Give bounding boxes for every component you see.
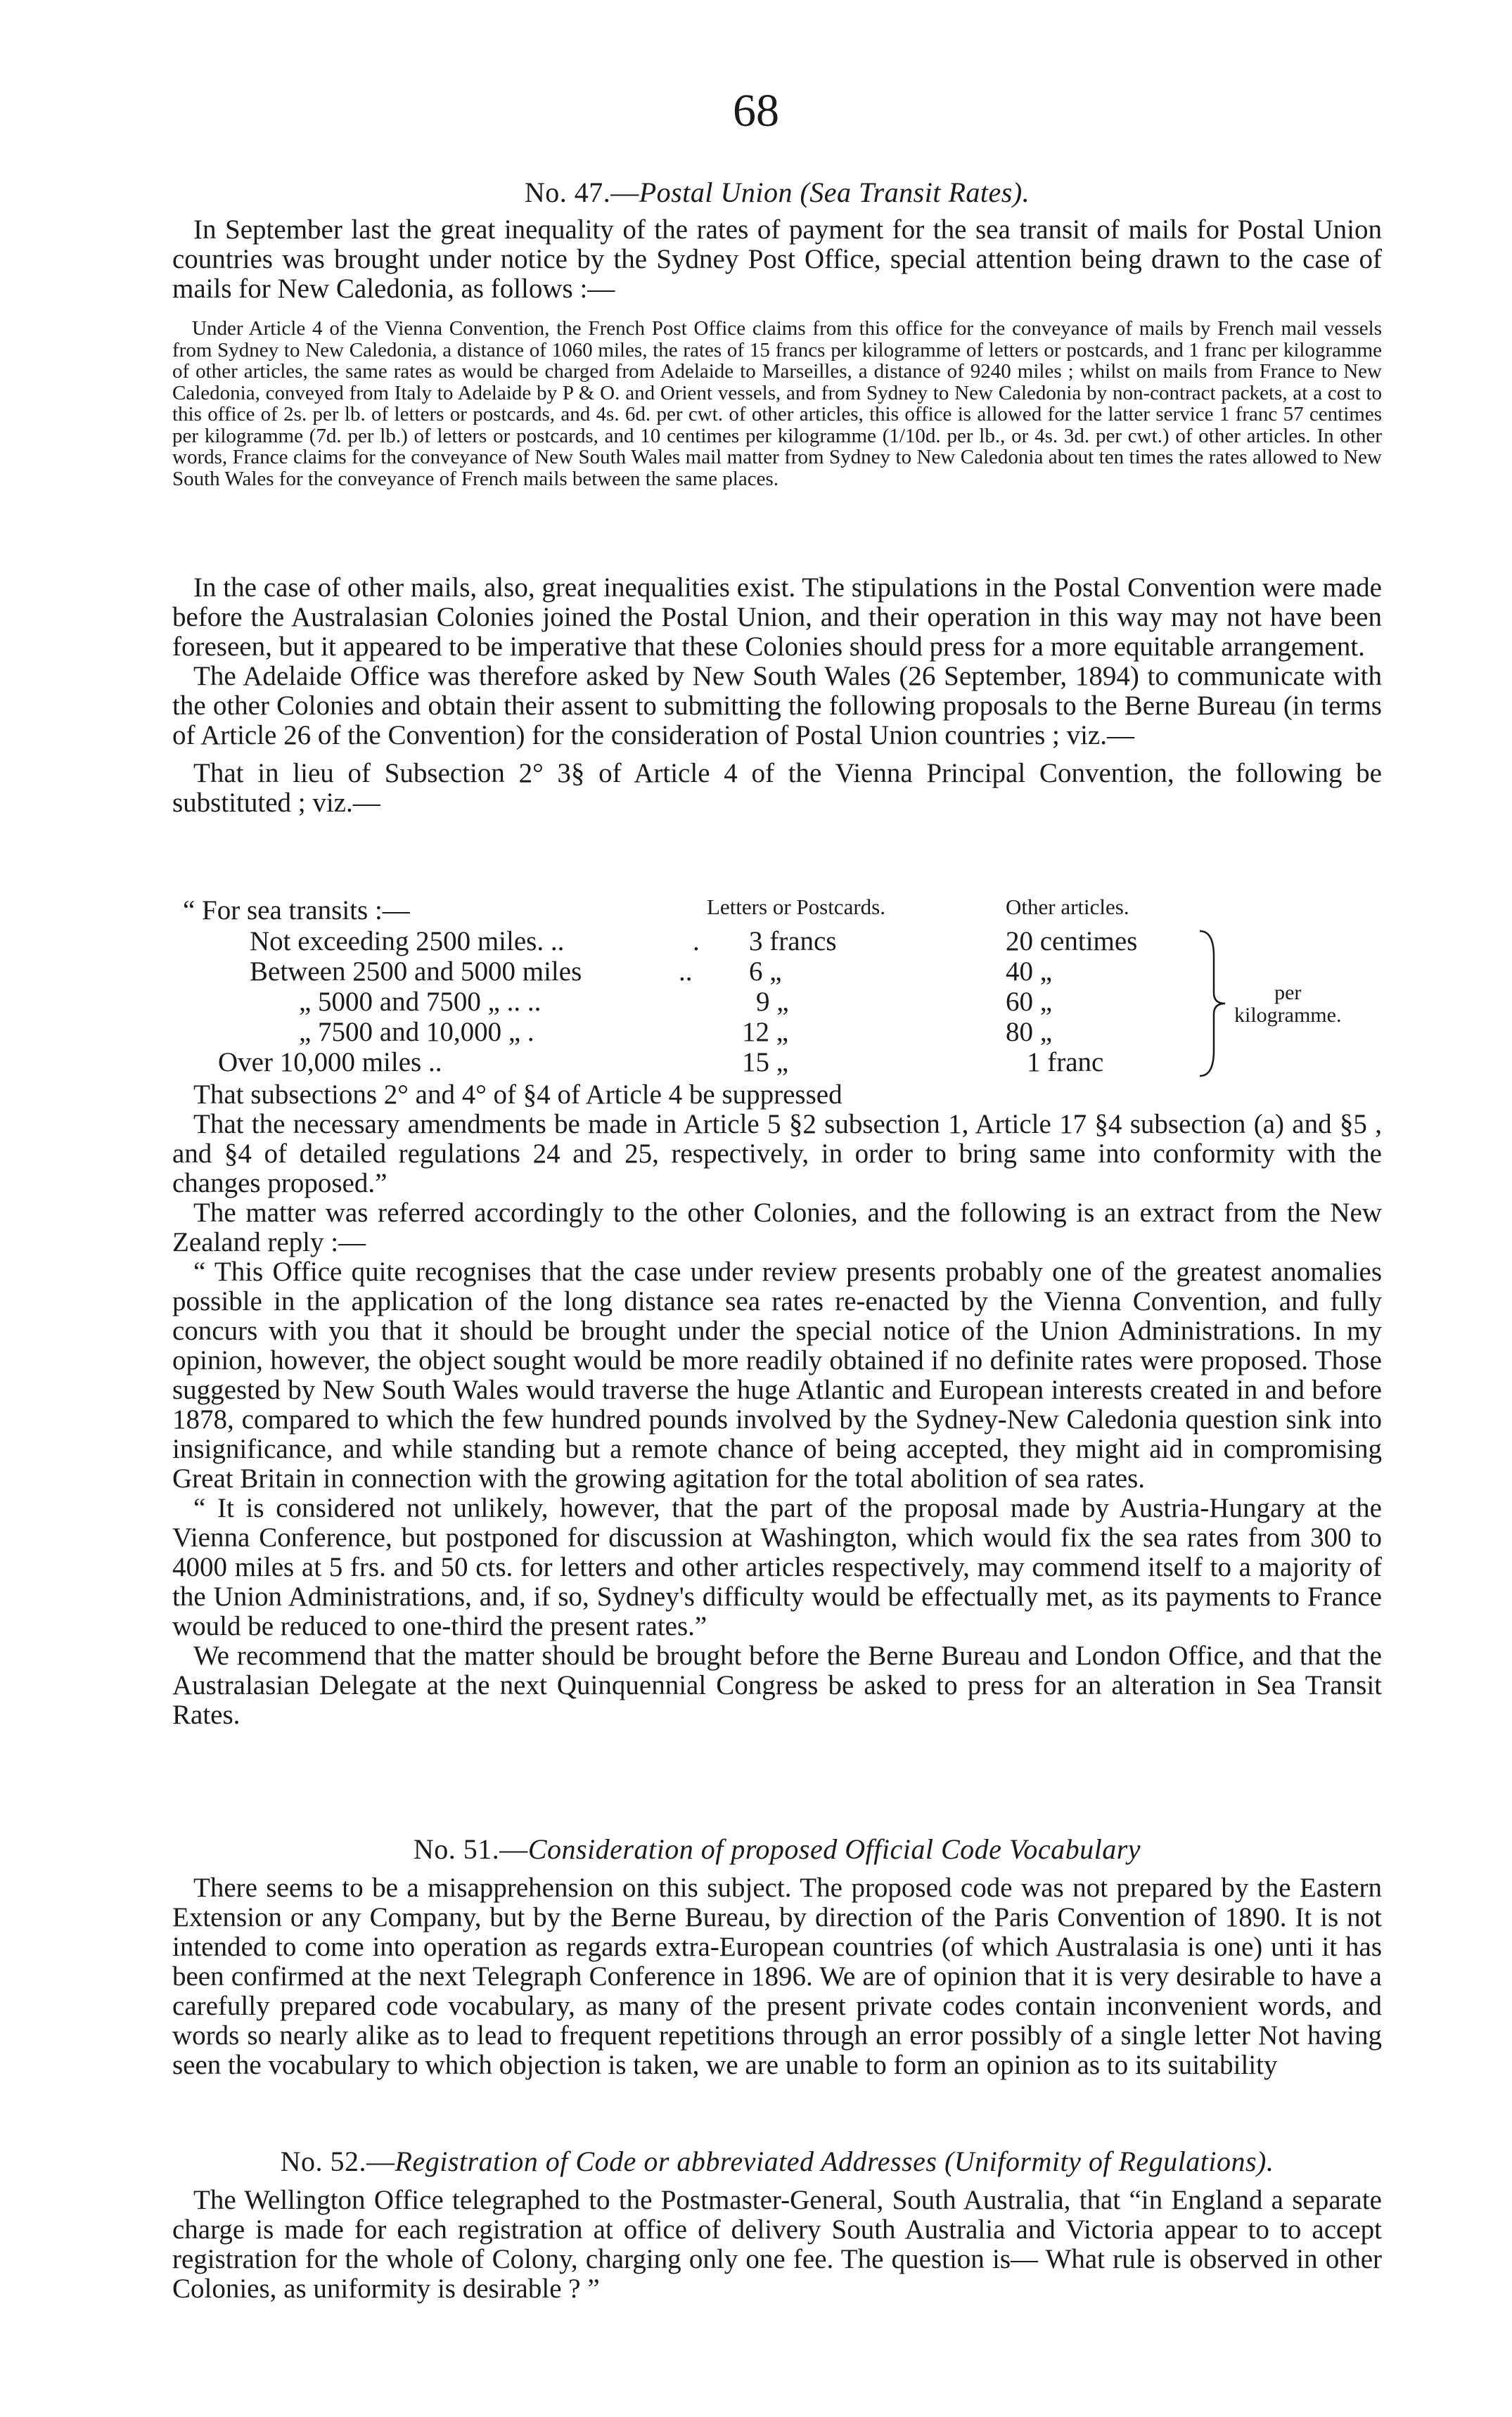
paragraph: In September last the great inequality of the rates of payment for the sea transit of mails for Postal Union countries was brought under notice by the Sydney Post Office, special attention being drawn to the case of mails for New Caledonia, as follows :—: [172, 214, 1382, 304]
section-47-continued: [172, 1080, 1382, 1730]
rate-row-label: „ 5000 and 7500 „ .. ..: [299, 987, 542, 1017]
column-header-other: Other articles.: [1006, 895, 1129, 919]
paragraph: In the case of other mails, also, great inequalities exist. The stipulations in the Postal Convention were made before the Australasian Colonies joined the Postal Union, and their operation in this way may not have been foreseen, but it appeared to be imperative that these Colonies should press for a more equitable arrangement.: [172, 572, 1382, 662]
section-51-title: Consideration of proposed Official Code Vocabulary: [527, 1833, 1141, 1865]
column-header-letters: Letters or Postcards.: [707, 895, 885, 919]
rate-row-other: 80 „: [1006, 1017, 1053, 1047]
paragraph: We recommend that the matter should be brought before the Berne Bureau and London Office, and that the Australasian Delegate at the next Quinquennial Congress be asked to press for an alteration in Sea Transit Rates.: [172, 1641, 1382, 1730]
kilogramme-label: kilogramme.: [1234, 1004, 1342, 1027]
section-51-body: [172, 1873, 1382, 2080]
paragraph: There seems to be a misapprehension on this subject. The proposed code was not prepared by the Eastern Extension or any Company, but by the Berne Bureau, by direction of the Paris Convention of 1890. It is not intended to come into operation as regards extra-European countries (of which Australasia is one) unti it has been confirmed at the next Telegraph Conference in 1896. We are of opinion that it is very desirable to have a carefully prepared code vocabulary, as many of the present private codes contain inconvenient words, and words so nearly alike as to lead to frequent repetitions through an error possibly of a single letter Not having seen the vocabulary to which objection is taken, we are unable to form an opinion as to its suitability: [172, 1873, 1382, 2080]
rates-intro: “ For sea transits :—: [183, 895, 410, 925]
sea-transit-rates-table: [172, 895, 1382, 1079]
section-47-quoted-note: [172, 318, 1382, 489]
rate-row-label: Not exceeding 2500 miles. ..: [250, 926, 565, 956]
paragraph: That in lieu of Subsection 2° 3§ of Article 4 of the Vienna Principal Convention, the following be substituted ; viz.—: [172, 758, 1382, 818]
paragraph: The Wellington Office telegraphed to the Postmaster-General, South Australia, that “in England a separate charge is made for each registration at office of delivery South Australia and Victoria appear to to accept registration for the whole of Colony, charging only one fee. The question is— What rule is observed in other Colonies, as uniformity is desirable ? ”: [172, 2185, 1382, 2304]
rate-row-label: Between 2500 and 5000 miles: [250, 956, 582, 987]
rate-row-other: 60 „: [1006, 987, 1053, 1017]
rate-row-letters: 9 „: [756, 987, 789, 1017]
section-52-number: No. 52.—: [280, 2146, 395, 2177]
paragraph: “ It is considered not unlikely, however, that the part of the proposal made by Austria-Hungary at the Vienna Conference, but postponed for discussion at Washington, which would fix the sea rates from 300 to 4000 miles at 5 frs. and 50 cts. for letters and other articles respectively, may commend itself to a majority of the Union Administrations, and, if so, Sydney's difficulty would be effectually met, as its payments to France would be reduced to one-third the present rates.”: [172, 1493, 1382, 1641]
section-47-intro: [172, 215, 1382, 304]
paragraph: “ This Office quite recognises that the case under review presents probably one of the greatest anomalies possible in the application of the long distance sea rates re-enacted by the Vienna Convention, and fully concurs with you that it should be brought under the special notice of the Union Administrations. In my opinion, however, the object sought would be more readily obtained if no definite rates were proposed. Those suggested by New South Wales would traverse the huge Atlantic and European interests created in and before 1878, compared to which the few hundred pounds involved by the Sydney-New Caledonia question sink into insignificance, and while standing but a remote chance of being accepted, they might aid in compromising Great Britain in connection with the growing agitation for the total abolition of sea rates.: [172, 1257, 1382, 1494]
per-label: per: [1274, 981, 1302, 1004]
paragraph: The Adelaide Office was therefore asked by New South Wales (26 September, 1894) to communicate with the other Colonies and obtain their assent to submitting the following proposals to the Berne Bureau (in terms of Article 26 of the Convention) for the consideration of Postal Union countries ; viz.—: [172, 661, 1382, 750]
right-brace-icon: [1196, 928, 1231, 1079]
section-47-title: Postal Union (Sea Transit Rates).: [639, 177, 1030, 208]
paragraph: That the necessary amendments be made in Article 5 §2 subsection 1, Article 17 §4 subsection (a) and §5 , and §4 of detailed regulations 24 and 25, respectively, in order to bring same into conformity with the changes proposed.”: [172, 1109, 1382, 1198]
rate-row-letters: 15 „: [742, 1047, 789, 1077]
rate-row-other: 20 centimes: [1006, 926, 1138, 956]
paragraph: That subsections 2° and 4° of §4 of Article 4 be suppressed: [193, 1079, 843, 1110]
section-52-body: [172, 2186, 1382, 2304]
rate-row-letters: 6 „: [749, 956, 782, 987]
rate-row-label: Over 10,000 miles ..: [218, 1047, 442, 1077]
section-52-title: Registration of Code or abbreviated Addresses (Uniformity of Regulations).: [395, 2146, 1274, 2177]
rate-row-other: 1 franc: [1027, 1047, 1104, 1077]
rate-row-letters: 12 „: [742, 1017, 789, 1047]
section-51-heading: [172, 1833, 1382, 1866]
section-47-number: No. 47.—: [524, 177, 639, 208]
section-47-body: [172, 573, 1382, 818]
rate-row-other: 40 „: [1006, 956, 1053, 987]
small-quote: Under Article 4 of the Vienna Convention, the French Post Office claims from this office for the conveyance of mails by French mail vessels from Sydney to New Caledonia, a distance of 1060 miles, the rates of 15 francs per kilogramme of letters or postcards, and 1 franc per kilogramme of other articles, the same rates as would be charged from Adelaide to Marseilles, a distance of 9240 miles ; whilst on mails from France to New Caledonia, conveyed from Italy to Adelaide by P & O. and Orient vessels, and from Sydney to New Caledonia by non-contract packets, at a cost to this office of 2s. per lb. of letters or postcards, and 4s. 6d. per cwt. of other articles, this office is allowed for the latter service 1 franc 57 centimes per kilogramme (7d. per lb.) of letters or postcards, and 10 centimes per kilogramme (1/10d. per lb., or 4s. 3d. per cwt.) of other articles. In other words, France claims for the conveyance of New South Wales mail matter from Sydney to New Caledonia about ten times the rates allowed to New South Wales for the conveyance of French mails between the same places.: [172, 317, 1382, 490]
per-kilogramme-note: [1234, 982, 1341, 1027]
paragraph: The matter was referred accordingly to the other Colonies, and the following is an extract from the New Zealand reply :—: [172, 1198, 1382, 1257]
section-51-number: No. 51.—: [413, 1833, 528, 1865]
section-47-heading: [172, 176, 1382, 209]
rate-row-letters: 3 francs: [749, 926, 837, 956]
rate-row-leader: ..: [679, 956, 693, 987]
rate-row-leader: .: [693, 926, 700, 956]
page-number: 68: [733, 85, 779, 136]
section-52-heading: [172, 2145, 1382, 2178]
rate-row-label: „ 7500 and 10,000 „ .: [299, 1017, 534, 1047]
